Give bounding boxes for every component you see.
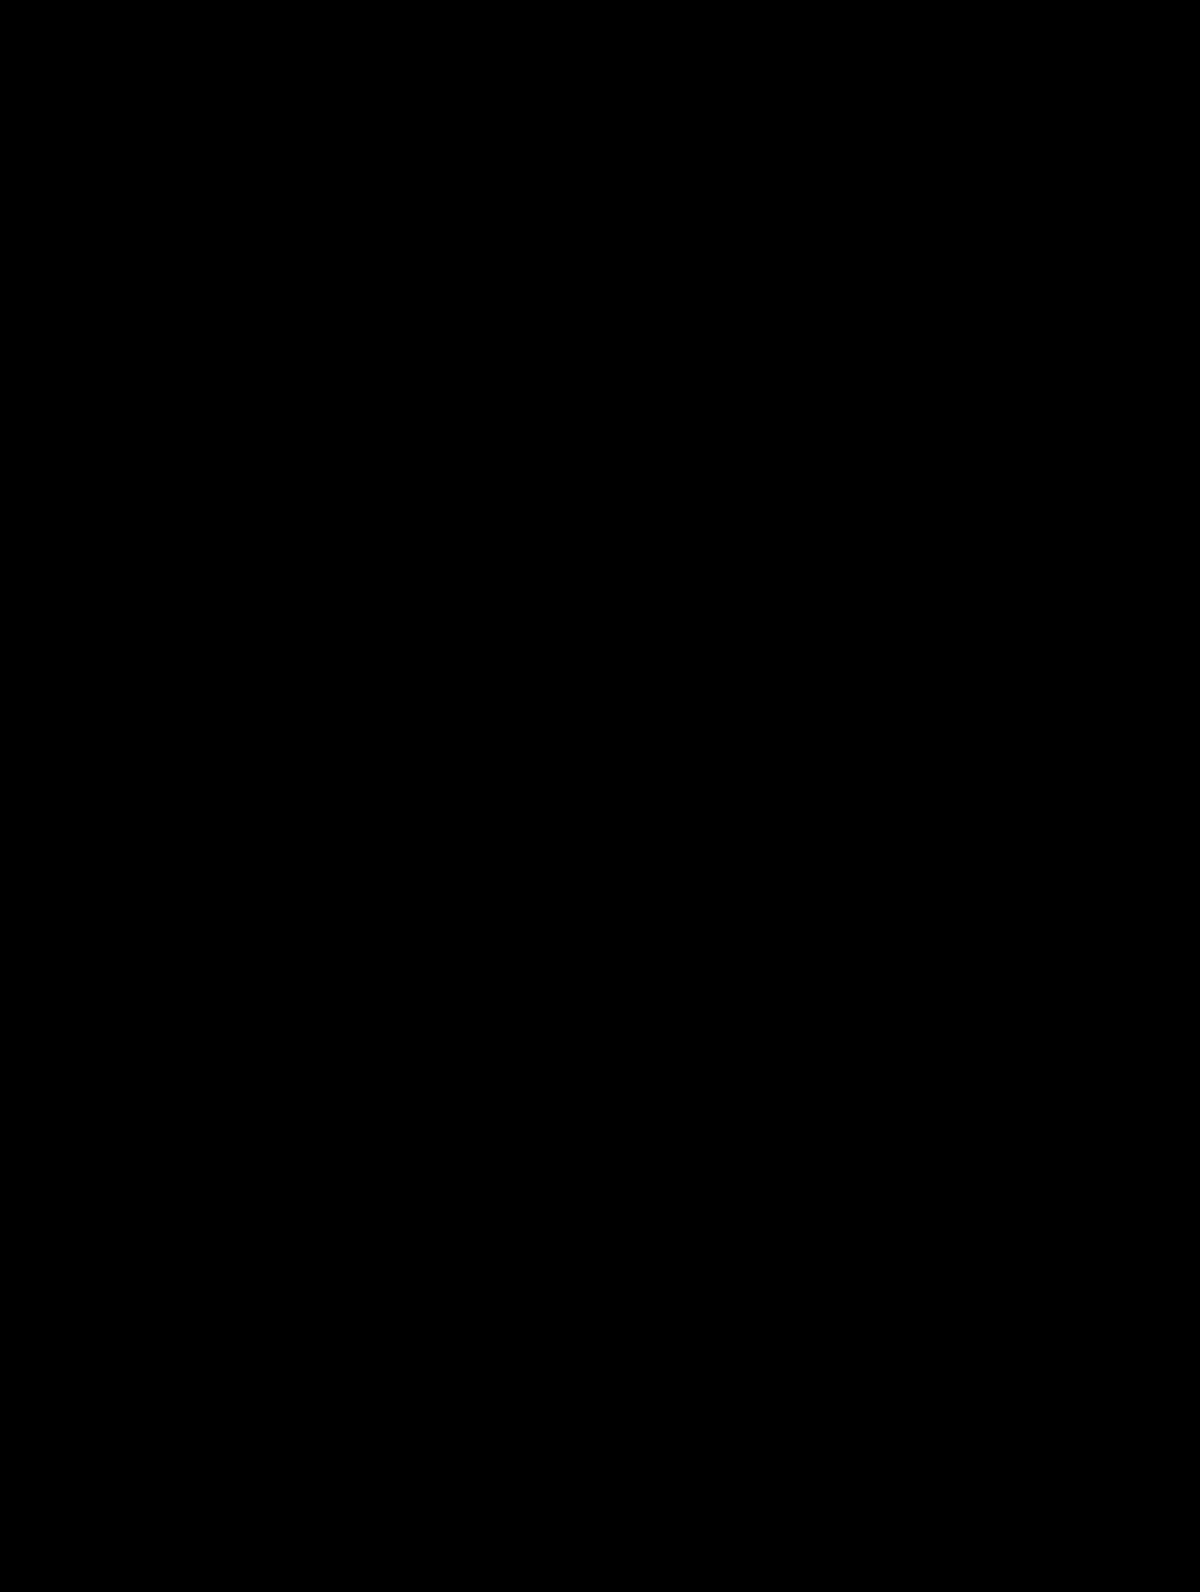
row-sodium xyxy=(22,607,1178,653)
nutrient-name: Potassium 311mg xyxy=(44,1082,323,1120)
daily-value-footnote: ** The % Daily Value (DV) tells you how much a nutrient in a serving of food contributes to a daily diet. 2000 calories a day is used for general nutrition advice. xyxy=(44,1159,1115,1209)
nutrient-dv: 6% xyxy=(1108,1082,1156,1120)
divider-heavy-calories xyxy=(44,349,1156,363)
divider-thick-micros xyxy=(44,903,1156,929)
nutrient-name: Saturated Fat 0g xyxy=(90,460,349,498)
serving-size-row xyxy=(22,146,1178,188)
nutrient-dv: 30% xyxy=(1089,1032,1156,1070)
serving-size-label: Serving Size: xyxy=(44,145,296,189)
nutrient-dv: 0% xyxy=(1108,932,1156,970)
calories-row xyxy=(22,247,1178,346)
row-protein xyxy=(22,857,1178,903)
nutrient-dv: 0% xyxy=(1108,460,1156,498)
row-total-fat xyxy=(22,407,1178,453)
nutrient-name: Total Carbohydrate 6g xyxy=(44,660,392,698)
nutrient-name: Includes 0g Added Sugars xyxy=(132,810,546,848)
nutrient-dv: 7% xyxy=(1108,710,1156,748)
divider-dv xyxy=(44,400,1156,407)
nutrient-name: Total Fat 2g xyxy=(44,410,227,448)
row-potassium xyxy=(22,1079,1178,1125)
calories-label: CALORIES xyxy=(44,259,429,345)
row-iron xyxy=(22,1029,1178,1075)
nutrient-name: Protein 20g xyxy=(44,860,224,898)
nutrient-dv: 0% xyxy=(1108,560,1156,598)
nutrient-dv: 3% xyxy=(1108,410,1156,448)
ingredients-text: Ingredients: Vegan Protein (Pea Protein Concentrate, Organic Pumpkin Protein, Watermelon Seed Protein), Cocoa Powder (Processed with Alkali), Natural and Artificial Flavors, Sunflower Creamer (High Oleic Sunflower Oil, Tapioca Starch, Tapioca Dextrin, Natural Flavors, Mixed Tocopherols), Salt, Sucralose, Xanthan Gum. xyxy=(4,1421,1172,1560)
amount-per-serving-label: Amount Per Serving xyxy=(44,230,294,260)
nutrient-name: Total Sugars 0g xyxy=(90,760,336,798)
row-cholesterol xyxy=(22,557,1178,603)
nutrient-dv: 37% xyxy=(1089,860,1156,898)
nutrient-dv: 0% xyxy=(1108,810,1156,848)
daily-value-header: % Daily Value** xyxy=(975,366,1156,395)
nutrient-dv: 2% xyxy=(1108,660,1156,698)
nutrient-name: Trans Fat 0g xyxy=(90,510,285,548)
nutrient-name: Iron 5mg xyxy=(44,1032,184,1070)
row-total-sugars xyxy=(22,757,1178,803)
divider-thick-top xyxy=(44,194,1156,224)
row-trans-fat xyxy=(22,507,1178,553)
page-title: NUTRITION FACTS xyxy=(114,17,1086,105)
calories-per-gram-label: Calories per gram: xyxy=(44,1217,230,1241)
servings-per-container: Approx. 28 Servings per Container xyxy=(44,103,702,147)
nutrient-dv: 17% xyxy=(1089,610,1156,648)
row-total-carbohydrate xyxy=(22,657,1178,703)
row-dietary-fiber xyxy=(22,707,1178,753)
calories-value: 120 xyxy=(1009,247,1156,346)
nutrient-name: Cholesterol 0mg xyxy=(44,560,303,598)
nutrient-dv: 4% xyxy=(1108,982,1156,1020)
nutrient-name: Dietary Fiber 2g xyxy=(90,710,340,748)
row-added-sugars xyxy=(22,807,1178,853)
nutrient-name: Sodium 390mg xyxy=(44,610,279,648)
calories-per-gram-values: Fat 9 • Carbohydrate 4 • Protein 4 xyxy=(426,1243,774,1269)
row-saturated-fat xyxy=(22,457,1178,503)
nutrition-facts-panel xyxy=(16,8,1184,1404)
row-vitamin-d xyxy=(22,929,1178,975)
row-calcium xyxy=(22,979,1178,1025)
serving-size-value: 1 Rounded Scoop (35 grams) xyxy=(484,145,1038,189)
nutrient-name: Vitamin D 0mcg xyxy=(44,932,291,970)
divider-heavy-footnote xyxy=(44,1135,1156,1149)
nutrient-name: Calcium 39mg xyxy=(44,982,268,1020)
